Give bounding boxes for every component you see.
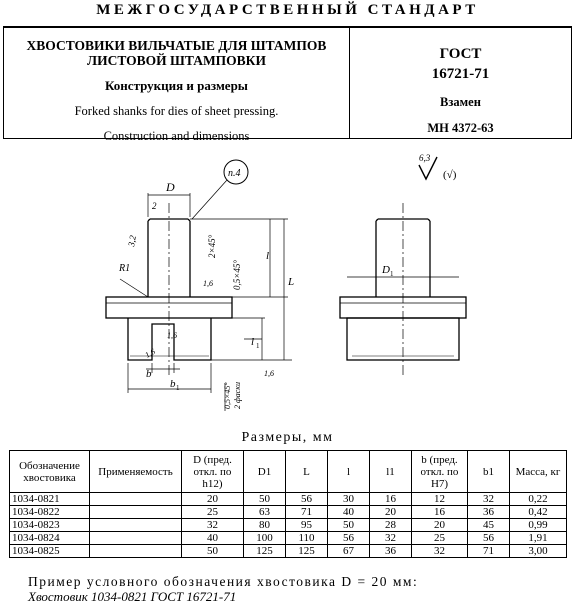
dimensions-table — [9, 450, 567, 558]
replaces-value: МН 4372-63 — [427, 121, 494, 135]
table-cell: 67 — [328, 545, 370, 558]
roughness-16b-label: 1,6 — [167, 331, 177, 340]
gost-number: 16721-71 — [431, 66, 490, 82]
col-l1: l1 — [370, 451, 412, 493]
table-cell: 71 — [286, 506, 328, 519]
table-cell: 56 — [286, 493, 328, 506]
table-cell: 40 — [328, 506, 370, 519]
col-designation: Обозначение хвостовика — [10, 451, 90, 493]
table-cell: 32 — [182, 519, 244, 532]
table-cell: 3,00 — [510, 545, 567, 558]
table-cell: 25 — [182, 506, 244, 519]
col-D: D (пред. откл. по h12) — [182, 451, 244, 493]
roughness-63-label: 6,3 — [419, 153, 431, 163]
table-cell: 16 — [370, 493, 412, 506]
roughness-16d-label: 1,6 — [264, 369, 274, 378]
table-row — [10, 545, 567, 558]
roughness-32-label: 3,2 — [126, 234, 138, 248]
dim-l1-label: l — [251, 336, 255, 348]
table-cell: 28 — [370, 519, 412, 532]
table-cell — [90, 545, 182, 558]
table-cell: 32 — [468, 493, 510, 506]
table-cell: 50 — [182, 545, 244, 558]
title-ru-line1: ХВОСТОВИКИ ВИЛЬЧАТЫЕ ДЛЯ ШТАМПОВ — [26, 38, 327, 53]
roughness-v-label: (√) — [443, 169, 457, 181]
table-cell: 36 — [468, 506, 510, 519]
table-cell: 12 — [412, 493, 468, 506]
table-caption: Размеры, мм — [241, 430, 334, 445]
technical-drawing — [0, 143, 575, 428]
note-label: п.4 — [228, 168, 241, 179]
table-body — [10, 493, 567, 558]
table-cell: 100 — [244, 532, 286, 545]
example-text: Пример условного обозначения хвостовика D = 20 мм: — [28, 574, 419, 589]
table-cell: 20 — [370, 506, 412, 519]
table-row — [10, 532, 567, 545]
table-cell: 1,91 — [510, 532, 567, 545]
table-cell — [90, 493, 182, 506]
table-row — [10, 519, 567, 532]
dim-l1-sub: 1 — [256, 342, 260, 350]
table-cell: 56 — [328, 532, 370, 545]
col-l: l — [328, 451, 370, 493]
replaces-label: Взамен — [440, 95, 481, 109]
dim-b1-sub: 1 — [176, 384, 180, 392]
col-application: Применяемость — [90, 451, 182, 493]
table-cell: 110 — [286, 532, 328, 545]
table-cell: 36 — [370, 545, 412, 558]
col-L: L — [286, 451, 328, 493]
table-cell: 1034-0824 — [10, 532, 90, 545]
table-row — [10, 493, 567, 506]
dim-b-label: b — [146, 368, 152, 380]
title-en-line1: Forked shanks for dies of sheet pressing. — [74, 104, 279, 118]
table-cell: 30 — [328, 493, 370, 506]
table-cell: 125 — [244, 545, 286, 558]
title-ru-line2: ЛИСТОВОЙ ШТАМПОВКИ — [87, 53, 266, 68]
radius-label: R1 — [119, 263, 131, 274]
col-mass: Масса, кг — [510, 451, 567, 493]
table-cell: 20 — [412, 519, 468, 532]
table-cell: 1034-0825 — [10, 545, 90, 558]
dim-L-label: L — [288, 276, 295, 288]
chamfer-top-label: 2 — [152, 201, 157, 211]
table-cell: 125 — [286, 545, 328, 558]
col-b1: b1 — [468, 451, 510, 493]
table-cell: 0,99 — [510, 519, 567, 532]
table-cell — [90, 519, 182, 532]
roughness-16c-label: 1,6 — [143, 346, 157, 360]
table-cell: 45 — [468, 519, 510, 532]
table-cell: 63 — [244, 506, 286, 519]
table-header-row — [10, 451, 567, 493]
table-cell: 1034-0823 — [10, 519, 90, 532]
table-cell: 1034-0821 — [10, 493, 90, 506]
dim-D-label: D — [166, 180, 175, 194]
title-block-gost — [350, 28, 571, 138]
chamfer-2x45-label: 2×45° — [207, 234, 217, 258]
table-cell: 20 — [182, 493, 244, 506]
col-D1: D1 — [244, 451, 286, 493]
chamfer-05x45-bottom-label: 0,5×45° — [223, 382, 232, 409]
table-cell: 50 — [328, 519, 370, 532]
dim-l-label: l — [266, 250, 270, 262]
gost-label: ГОСТ — [439, 46, 482, 62]
table-row — [10, 506, 567, 519]
table-cell: 0,42 — [510, 506, 567, 519]
title-en-line2: Construction and dimensions — [103, 129, 250, 143]
subtitle-ru: Конструкция и размеры — [105, 78, 248, 93]
table-cell: 16 — [412, 506, 468, 519]
right-D1-label: D — [382, 264, 390, 276]
standard-heading: МЕЖГОСУДАРСТВЕННЫЙ СТАНДАРТ — [96, 2, 479, 18]
title-block — [3, 26, 572, 143]
table-cell: 0,22 — [510, 493, 567, 506]
chamfer-05x45-label: 0,5×45° — [232, 260, 242, 290]
table-cell — [90, 532, 182, 545]
table-cell: 50 — [244, 493, 286, 506]
table-cell: 40 — [182, 532, 244, 545]
table-cell: 32 — [370, 532, 412, 545]
table-cell: 95 — [286, 519, 328, 532]
table-cell: 32 — [412, 545, 468, 558]
table-cell: 56 — [468, 532, 510, 545]
table-cell: 25 — [412, 532, 468, 545]
roughness-16a-label: 1,6 — [203, 279, 213, 288]
table-cell: 71 — [468, 545, 510, 558]
table-cell: 80 — [244, 519, 286, 532]
right-D1-sub: 1 — [390, 270, 394, 278]
two-faces-label: 2 фаски — [233, 382, 242, 409]
table-cell: 1034-0822 — [10, 506, 90, 519]
table-cell — [90, 506, 182, 519]
title-block-names — [4, 28, 350, 143]
example-code: Хвостовик 1034-0821 ГОСТ 16721-71 — [28, 589, 237, 601]
col-b: b (пред. откл. по H7) — [412, 451, 468, 493]
dim-b1-label: b — [170, 378, 176, 390]
